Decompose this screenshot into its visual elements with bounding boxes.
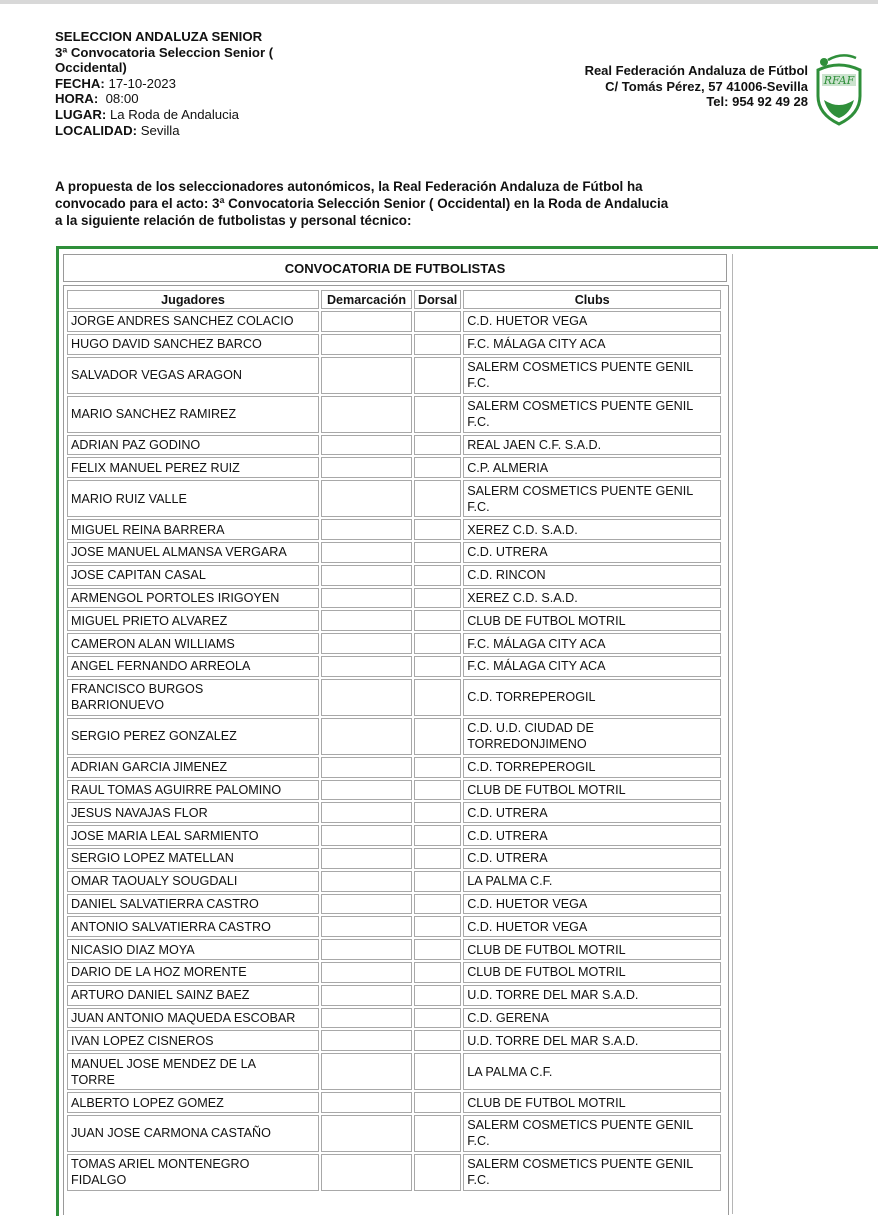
player-name: TORRE <box>71 1072 115 1087</box>
player-name: FELIX MANUEL PEREZ RUIZ <box>71 460 240 475</box>
table-row <box>67 656 721 677</box>
dorsal-cell <box>414 588 461 609</box>
subtitle-line-1: 3ª Convocatoria Seleccion Senior ( <box>55 44 274 60</box>
rfaf-logo-icon <box>812 52 866 126</box>
dorsal-cell <box>414 1115 461 1152</box>
club-cell <box>463 1092 721 1113</box>
table-row <box>67 610 721 631</box>
dorsal-cell <box>414 656 461 677</box>
club-cell <box>463 396 721 433</box>
demarcacion-cell <box>321 825 412 846</box>
page-top-edge <box>0 0 878 4</box>
player-name: MANUEL JOSE MENDEZ DE LA <box>71 1056 256 1071</box>
table-row <box>67 435 721 456</box>
club-name: C.D. RINCON <box>467 568 546 583</box>
demarcacion-cell <box>321 435 412 456</box>
hora-label: HORA: <box>55 91 99 107</box>
header-clubs: Clubs <box>463 290 721 309</box>
player-name: MARIO SANCHEZ RAMIREZ <box>71 407 237 422</box>
player-name-cell <box>67 679 319 716</box>
demarcacion-cell <box>321 939 412 960</box>
player-name: BARRIONUEVO <box>71 698 165 713</box>
player-name-cell <box>67 802 319 823</box>
player-name: ARMENGOL PORTOLES IRIGOYEN <box>71 590 280 605</box>
dorsal-cell <box>414 633 461 654</box>
table-row <box>67 457 721 478</box>
demarcacion-cell <box>321 1115 412 1152</box>
fecha-label: FECHA: <box>55 75 105 91</box>
player-name-cell <box>67 780 319 801</box>
demarcacion-cell <box>321 1008 412 1029</box>
club-name: C.D. UTRERA <box>467 851 548 866</box>
subtitle-line-2: Occidental) <box>55 60 127 76</box>
demarcacion-cell <box>321 679 412 716</box>
localidad-value: Sevilla <box>140 122 180 138</box>
club-cell <box>463 1154 721 1191</box>
header-dorsal: Dorsal <box>414 290 461 309</box>
club-name: C.D. U.D. CIUDAD DE <box>467 721 594 736</box>
demarcacion-cell <box>321 357 412 394</box>
demarcacion-cell <box>321 757 412 778</box>
roster-section <box>63 254 878 1214</box>
dorsal-cell <box>414 480 461 517</box>
selection-title: SELECCION ANDALUZA SENIOR <box>55 29 263 44</box>
player-name: JOSE MARIA LEAL SARMIENTO <box>71 828 259 843</box>
intro-line-1: A propuesta de los seleccionadores autonómicos, la Real Federación Andaluza de Fútbol ha <box>55 179 643 194</box>
player-name: DANIEL SALVATIERRA CASTRO <box>71 896 259 911</box>
demarcacion-cell <box>321 519 412 540</box>
club-name: F.C. <box>467 1134 490 1149</box>
player-name-cell <box>67 542 319 563</box>
club-cell <box>463 357 721 394</box>
federation-address: C/ Tomás Pérez, 57 41006-Sevilla <box>605 78 808 94</box>
player-name: JORGE ANDRES SANCHEZ COLACIO <box>71 314 294 329</box>
table-row <box>67 780 721 801</box>
players-table-body <box>67 311 721 1191</box>
club-cell <box>463 962 721 983</box>
dorsal-cell <box>414 939 461 960</box>
dorsal-cell <box>414 985 461 1006</box>
player-name: CAMERON ALAN WILLIAMS <box>71 636 235 651</box>
player-name: JUAN ANTONIO MAQUEDA ESCOBAR <box>71 1010 296 1025</box>
dorsal-cell <box>414 1030 461 1051</box>
dorsal-cell <box>414 871 461 892</box>
club-name: C.D. TORREPEROGIL <box>467 760 596 775</box>
demarcacion-cell <box>321 802 412 823</box>
demarcacion-cell <box>321 633 412 654</box>
dorsal-cell <box>414 894 461 915</box>
dorsal-cell <box>414 542 461 563</box>
club-name: C.D. HUETOR VEGA <box>467 919 588 934</box>
table-row <box>67 679 721 716</box>
club-name: C.D. UTRERA <box>467 545 548 560</box>
player-name: JOSE MANUEL ALMANSA VERGARA <box>71 545 287 560</box>
club-name: CLUB DE FUTBOL MOTRIL <box>467 965 626 980</box>
club-name: XEREZ C.D. S.A.D. <box>467 590 578 605</box>
club-name: C.D. GERENA <box>467 1010 550 1025</box>
demarcacion-cell <box>321 718 412 755</box>
player-name-cell <box>67 871 319 892</box>
player-name-cell <box>67 633 319 654</box>
lugar-row <box>55 107 355 123</box>
lugar-label: LUGAR: <box>55 106 107 122</box>
club-name: C.D. TORREPEROGIL <box>467 690 596 705</box>
club-cell <box>463 311 721 332</box>
players-table <box>65 288 723 1193</box>
demarcacion-cell <box>321 962 412 983</box>
demarcacion-cell <box>321 871 412 892</box>
federation-contact <box>585 63 808 110</box>
dorsal-cell <box>414 565 461 586</box>
player-name: SERGIO PEREZ GONZALEZ <box>71 729 237 744</box>
demarcacion-cell <box>321 780 412 801</box>
club-name: C.D. UTRERA <box>467 805 548 820</box>
player-name-cell <box>67 311 319 332</box>
club-name: C.D. UTRERA <box>467 828 548 843</box>
dorsal-cell <box>414 679 461 716</box>
player-name-cell <box>67 939 319 960</box>
dorsal-cell <box>414 802 461 823</box>
table-row <box>67 1008 721 1029</box>
club-name: CLUB DE FUTBOL MOTRIL <box>467 942 626 957</box>
club-cell <box>463 542 721 563</box>
club-cell <box>463 519 721 540</box>
table-row <box>67 396 721 433</box>
player-name-cell <box>67 565 319 586</box>
demarcacion-cell <box>321 480 412 517</box>
rfaf-logo-text: RFAF <box>823 74 855 87</box>
player-name-cell <box>67 718 319 755</box>
dorsal-cell <box>414 457 461 478</box>
player-name-cell <box>67 334 319 355</box>
table-row <box>67 848 721 869</box>
dorsal-cell <box>414 757 461 778</box>
player-name-cell <box>67 519 319 540</box>
club-cell <box>463 985 721 1006</box>
player-name-cell <box>67 894 319 915</box>
dorsal-cell <box>414 1008 461 1029</box>
club-cell <box>463 1030 721 1051</box>
fecha-value: 17-10-2023 <box>108 75 176 91</box>
player-name-cell <box>67 588 319 609</box>
player-name-cell <box>67 848 319 869</box>
demarcacion-cell <box>321 1053 412 1090</box>
demarcacion-cell <box>321 610 412 631</box>
player-name: MIGUEL REINA BARRERA <box>71 522 225 537</box>
dorsal-cell <box>414 916 461 937</box>
table-row <box>67 802 721 823</box>
club-name: F.C. <box>467 1173 490 1188</box>
club-name: F.C. MÁLAGA CITY ACA <box>467 636 606 651</box>
club-name: C.D. HUETOR VEGA <box>467 314 588 329</box>
demarcacion-cell <box>321 565 412 586</box>
demarcacion-cell <box>321 985 412 1006</box>
dorsal-cell <box>414 357 461 394</box>
demarcacion-cell <box>321 916 412 937</box>
dorsal-cell <box>414 610 461 631</box>
table-row <box>67 633 721 654</box>
club-name: F.C. <box>467 499 490 514</box>
player-name-cell <box>67 916 319 937</box>
club-cell <box>463 780 721 801</box>
club-name: LA PALMA C.F. <box>467 874 553 889</box>
player-name: ADRIAN PAZ GODINO <box>71 437 201 452</box>
club-name: F.C. <box>467 415 490 430</box>
localidad-label: LOCALIDAD: <box>55 122 138 138</box>
club-cell <box>463 939 721 960</box>
demarcacion-cell <box>321 542 412 563</box>
club-name: F.C. MÁLAGA CITY ACA <box>467 337 606 352</box>
club-name: C.D. HUETOR VEGA <box>467 896 588 911</box>
demarcacion-cell <box>321 334 412 355</box>
dorsal-cell <box>414 962 461 983</box>
table-row <box>67 1030 721 1051</box>
player-name-cell <box>67 1154 319 1191</box>
demarcacion-cell <box>321 656 412 677</box>
player-name-cell <box>67 1008 319 1029</box>
table-row <box>67 1092 721 1113</box>
club-name: U.D. TORRE DEL MAR S.A.D. <box>467 988 639 1003</box>
header-jugadores: Jugadores <box>67 290 319 309</box>
club-cell <box>463 825 721 846</box>
club-name: F.C. MÁLAGA CITY ACA <box>467 659 606 674</box>
player-name: HUGO DAVID SANCHEZ BARCO <box>71 337 262 352</box>
table-row <box>67 1154 721 1191</box>
player-name-cell <box>67 757 319 778</box>
table-row <box>67 1115 721 1152</box>
player-name-cell <box>67 435 319 456</box>
player-name: ADRIAN GARCIA JIMENEZ <box>71 760 228 775</box>
player-name-cell <box>67 985 319 1006</box>
club-name: SALERM COSMETICS PUENTE GENIL <box>467 399 694 414</box>
table-row <box>67 916 721 937</box>
table-row <box>67 757 721 778</box>
demarcacion-cell <box>321 311 412 332</box>
table-row <box>67 1053 721 1090</box>
dorsal-cell <box>414 718 461 755</box>
club-cell <box>463 633 721 654</box>
dorsal-cell <box>414 396 461 433</box>
demarcacion-cell <box>321 1030 412 1051</box>
table-row <box>67 311 721 332</box>
hora-row <box>55 91 355 107</box>
demarcacion-cell <box>321 396 412 433</box>
player-name: IVAN LOPEZ CISNEROS <box>71 1033 214 1048</box>
table-row <box>67 357 721 394</box>
player-name-cell <box>67 357 319 394</box>
player-name-cell <box>67 1115 319 1152</box>
club-cell <box>463 334 721 355</box>
demarcacion-cell <box>321 894 412 915</box>
convocatoria-subtitle <box>55 45 355 76</box>
player-name: SALVADOR VEGAS ARAGON <box>71 368 242 383</box>
table-row <box>67 939 721 960</box>
player-name: DARIO DE LA HOZ MORENTE <box>71 965 247 980</box>
player-name-cell <box>67 962 319 983</box>
roster-title: CONVOCATORIA DE FUTBOLISTAS <box>63 254 727 282</box>
dorsal-cell <box>414 1154 461 1191</box>
club-cell <box>463 916 721 937</box>
header-demarcacion: Demarcación <box>321 290 412 309</box>
demarcacion-cell <box>321 457 412 478</box>
table-row <box>67 985 721 1006</box>
player-name: JOSE CAPITAN CASAL <box>71 568 206 583</box>
convocatoria-header <box>55 29 355 138</box>
club-name: U.D. TORRE DEL MAR S.A.D. <box>467 1033 639 1048</box>
club-name: LA PALMA C.F. <box>467 1064 553 1079</box>
table-row <box>67 962 721 983</box>
table-row <box>67 871 721 892</box>
club-cell <box>463 1008 721 1029</box>
player-name: OMAR TAOUALY SOUGDALI <box>71 874 238 889</box>
club-name: C.P. ALMERIA <box>467 460 549 475</box>
club-cell <box>463 565 721 586</box>
dorsal-cell <box>414 1092 461 1113</box>
table-row <box>67 542 721 563</box>
club-cell <box>463 1115 721 1152</box>
table-row <box>67 588 721 609</box>
club-name: F.C. <box>467 376 490 391</box>
player-name: ANTONIO SALVATIERRA CASTRO <box>71 919 271 934</box>
player-name-cell <box>67 1053 319 1090</box>
club-cell <box>463 679 721 716</box>
player-name: ANGEL FERNANDO ARREOLA <box>71 659 251 674</box>
players-table-header <box>67 290 721 309</box>
dorsal-cell <box>414 519 461 540</box>
demarcacion-cell <box>321 588 412 609</box>
table-row <box>67 565 721 586</box>
player-name: MIGUEL PRIETO ALVAREZ <box>71 613 228 628</box>
demarcacion-cell <box>321 1092 412 1113</box>
table-row <box>67 334 721 355</box>
player-name-cell <box>67 1092 319 1113</box>
club-cell <box>463 588 721 609</box>
club-name: CLUB DE FUTBOL MOTRIL <box>467 613 626 628</box>
localidad-row <box>55 123 355 139</box>
hora-value: 08:00 <box>105 91 139 107</box>
table-row <box>67 825 721 846</box>
club-name: CLUB DE FUTBOL MOTRIL <box>467 1095 626 1110</box>
demarcacion-cell <box>321 1154 412 1191</box>
federation-name: Real Federación Andaluza de Fútbol <box>584 63 808 78</box>
player-name-cell <box>67 457 319 478</box>
club-cell <box>463 802 721 823</box>
intro-line-3: a la siguiente relación de futbolistas y personal técnico: <box>55 213 412 228</box>
dorsal-cell <box>414 780 461 801</box>
club-name: REAL JAEN C.F. S.A.D. <box>467 437 602 452</box>
dorsal-cell <box>414 435 461 456</box>
player-name-cell <box>67 610 319 631</box>
fecha-row <box>55 76 355 92</box>
club-name: SALERM COSMETICS PUENTE GENIL <box>467 1157 694 1172</box>
table-row <box>67 894 721 915</box>
club-cell <box>463 435 721 456</box>
demarcacion-cell <box>321 848 412 869</box>
club-cell <box>463 656 721 677</box>
club-name: CLUB DE FUTBOL MOTRIL <box>467 782 626 797</box>
club-cell <box>463 1053 721 1090</box>
player-name: JUAN JOSE CARMONA CASTAÑO <box>71 1126 271 1141</box>
table-row <box>67 480 721 517</box>
club-cell <box>463 894 721 915</box>
dorsal-cell <box>414 848 461 869</box>
player-name: ALBERTO LOPEZ GOMEZ <box>71 1095 224 1110</box>
dorsal-cell <box>414 334 461 355</box>
dorsal-cell <box>414 825 461 846</box>
player-name-cell <box>67 656 319 677</box>
player-name: JESUS NAVAJAS FLOR <box>71 805 208 820</box>
club-name: SALERM COSMETICS PUENTE GENIL <box>467 1118 694 1133</box>
player-name: RAUL TOMAS AGUIRRE PALOMINO <box>71 782 282 797</box>
player-name: FRANCISCO BURGOS <box>71 682 204 697</box>
intro-paragraph <box>55 178 735 229</box>
table-row <box>67 519 721 540</box>
club-cell <box>463 871 721 892</box>
club-cell <box>463 848 721 869</box>
club-cell <box>463 718 721 755</box>
roster-right-strip <box>732 254 878 1214</box>
club-cell <box>463 610 721 631</box>
intro-line-2: convocado para el acto: 3ª Convocatoria Selección Senior ( Occidental) en la Roda de Andalucia <box>55 196 669 211</box>
club-name: SALERM COSMETICS PUENTE GENIL <box>467 360 694 375</box>
player-name: MARIO RUIZ VALLE <box>71 491 187 506</box>
dorsal-cell <box>414 1053 461 1090</box>
club-name: XEREZ C.D. S.A.D. <box>467 522 578 537</box>
player-name: TOMAS ARIEL MONTENEGRO <box>71 1157 250 1172</box>
player-name: ARTURO DANIEL SAINZ BAEZ <box>71 988 250 1003</box>
dorsal-cell <box>414 311 461 332</box>
federation-phone: Tel: 954 92 49 28 <box>706 94 808 109</box>
club-cell <box>463 457 721 478</box>
club-cell <box>463 480 721 517</box>
player-name-cell <box>67 825 319 846</box>
player-name: SERGIO LOPEZ MATELLAN <box>71 851 234 866</box>
table-row <box>67 718 721 755</box>
player-name-cell <box>67 1030 319 1051</box>
player-name-cell <box>67 396 319 433</box>
lugar-value: La Roda de Andalucia <box>109 106 240 122</box>
club-cell <box>463 757 721 778</box>
player-name: FIDALGO <box>71 1173 127 1188</box>
player-name: NICASIO DIAZ MOYA <box>71 942 195 957</box>
club-name: TORREDONJIMENO <box>467 737 587 752</box>
player-name-cell <box>67 480 319 517</box>
club-name: SALERM COSMETICS PUENTE GENIL <box>467 483 694 498</box>
